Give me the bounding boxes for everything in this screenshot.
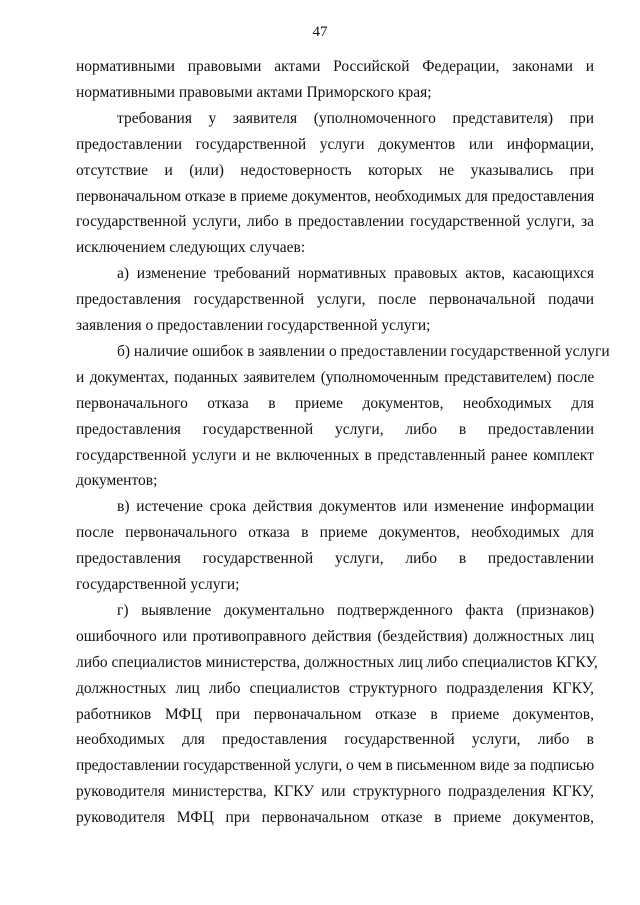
text-line: государственной услуги, либо в предоставлении государственной услуги, за	[76, 213, 594, 231]
text-line: должностных лиц либо специалистов структурного подразделения КГКУ,	[76, 679, 594, 697]
text-line: необходимых для предоставления государственной услуги, либо в	[76, 731, 594, 749]
text-line: предоставлении государственной услуги, о чем в письменном виде за подписью	[76, 757, 594, 775]
text-line: предоставления государственной услуги, либо в предоставлении	[76, 550, 594, 568]
text-line: руководителя министерства, КГКУ или структурного подразделения КГКУ,	[76, 783, 594, 801]
text-line: первоначальном отказе в приеме документов, необходимых для предоставления	[76, 187, 594, 205]
text-line: документов;	[76, 472, 158, 490]
text-line: государственной услуги и не включенных в представленный ранее комплект	[76, 446, 594, 464]
text-line: предоставления государственной услуги, либо в предоставлении	[76, 420, 594, 438]
text-line: руководителя МФЦ при первоначальном отказе в приеме документов,	[76, 809, 594, 827]
text-line: предоставления государственной услуги, после первоначальной подачи	[76, 291, 594, 309]
text-line: отсутствие и (или) недостоверность которых не указывались при	[76, 161, 594, 179]
text-line: государственной услуги;	[76, 576, 240, 593]
text-line: нормативными правовыми актами Приморского края;	[76, 83, 432, 101]
page-number: 47	[312, 24, 328, 40]
text-line: первоначального отказа в приеме документов, необходимых для	[76, 394, 594, 412]
text-line: в) истечение срока действия документов или изменение информации	[117, 498, 594, 516]
text-line: а) изменение требований нормативных правовых актов, касающихся	[117, 265, 594, 283]
text-line: г) выявление документально подтвержденного факта (признаков)	[117, 601, 594, 619]
text-line: заявления о предоставлении государственной услуги;	[76, 317, 431, 334]
text-line: исключением следующих случаев:	[76, 239, 306, 257]
text-line: ошибочного или противоправного действия (бездействия) должностных лиц	[76, 627, 594, 645]
text-line: работников МФЦ при первоначальном отказе в приеме документов,	[76, 705, 594, 723]
text-line: после первоначального отказа в приеме документов, необходимых для	[76, 524, 594, 542]
text-line: требования у заявителя (уполномоченного представителя) при	[117, 109, 594, 127]
text-line: и документах, поданных заявителем (уполномоченным представителем) после	[76, 368, 594, 386]
text-line: нормативными правовыми актами Российской Федерации, законами и	[76, 58, 594, 75]
text-line: предоставлении государственной услуги документов или информации,	[76, 135, 594, 153]
text-line: б) наличие ошибок в заявлении о предоставлении государственной услуги	[117, 342, 610, 360]
text-line: либо специалистов министерства, должностных лиц либо специалистов КГКУ,	[76, 653, 598, 671]
